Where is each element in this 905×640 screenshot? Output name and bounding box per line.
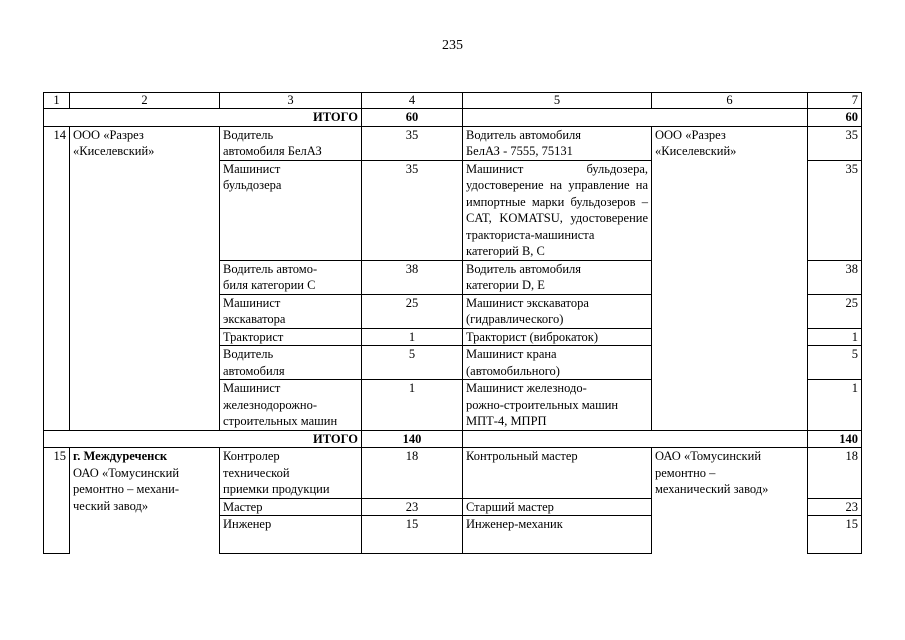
org14-name: ООО «Разрез «Киселевский» [70,126,220,430]
profession-cell: Машинист бульдозера [220,160,362,260]
table-row [44,448,862,499]
col-header-1: 1 [44,93,70,109]
org15-city: г. Междуреченск [73,449,168,463]
count-cell: 15 [362,516,463,554]
count7-cell: 5 [808,346,862,380]
org15-name: ОАО «Томусинский ремонтно – механи- ческий завод» [73,465,180,513]
profession-cell: Тракторист [220,328,362,346]
total-label: ИТОГО [44,109,362,127]
count7-cell: 18 [808,448,862,499]
count7-cell: 15 [808,516,862,554]
total-2-blank [463,430,808,448]
count7-cell: 1 [808,328,862,346]
total-row-1 [44,109,862,127]
training-cell: Машинист железнодо- рожно-строительных машин МПТ-4, МПРП [463,380,652,431]
training-cell: Водитель автомобиля категории D, Е [463,260,652,294]
col-header-7: 7 [808,93,862,109]
count7-cell: 38 [808,260,862,294]
total-1-col7: 60 [808,109,862,127]
profession-cell: Контролер технической приемки продукции [220,448,362,499]
count-cell: 1 [362,380,463,431]
count7-cell: 35 [808,126,862,160]
org14-partner: ООО «Разрез «Киселевский» [652,126,808,430]
training-cell: Водитель автомобиля БелАЗ - 7555, 75131 [463,126,652,160]
col-header-4: 4 [362,93,463,109]
count7-cell: 35 [808,160,862,260]
count-cell: 25 [362,294,463,328]
col-header-6: 6 [652,93,808,109]
total-row-2 [44,430,862,448]
count7-cell: 1 [808,380,862,431]
count-cell: 35 [362,126,463,160]
profession-cell: Водитель автомобиля [220,346,362,380]
profession-cell: Инженер [220,516,362,554]
total-2-col7: 140 [808,430,862,448]
table-row [44,126,862,160]
training-cell: Старший мастер [463,498,652,516]
org15-partner: ОАО «Томусинский ремонтно – механический завод» [652,448,808,554]
count7-cell: 23 [808,498,862,516]
training-cell: Машинист крана (автомобильного) [463,346,652,380]
training-cell: Тракторист (виброкаток) [463,328,652,346]
total-label: ИТОГО [44,430,362,448]
total-2-col4: 140 [362,430,463,448]
profession-cell: Машинист экскаватора [220,294,362,328]
count-cell: 1 [362,328,463,346]
column-number-row [44,93,862,109]
employment-table [43,92,862,554]
org14-number: 14 [44,126,70,430]
profession-cell: Водитель автомо- биля категории С [220,260,362,294]
count-cell: 5 [362,346,463,380]
count-cell: 23 [362,498,463,516]
count7-cell: 25 [808,294,862,328]
col-header-2: 2 [70,93,220,109]
training-cell: Инженер-механик [463,516,652,554]
profession-cell: Мастер [220,498,362,516]
training-cell: Машинист бульдозера, удостоверение на управление на импортные марки бульдозеров – CAT, KOMATSU, удостоверение тракториста-машиниста категорий В, С [463,160,652,260]
total-1-col4: 60 [362,109,463,127]
page-number: 235 [442,38,463,53]
col-header-3: 3 [220,93,362,109]
org15-name-cell [70,448,220,554]
training-cell: Контрольный мастер [463,448,652,499]
count-cell: 18 [362,448,463,499]
profession-cell: Машинист железнодорожно- строительных машин [220,380,362,431]
total-1-blank [463,109,808,127]
col-header-5: 5 [463,93,652,109]
profession-cell: Водитель автомобиля БелАЗ [220,126,362,160]
training-cell: Машинист экскаватора (гидравлического) [463,294,652,328]
count-cell: 35 [362,160,463,260]
count-cell: 38 [362,260,463,294]
org15-number: 15 [44,448,70,554]
